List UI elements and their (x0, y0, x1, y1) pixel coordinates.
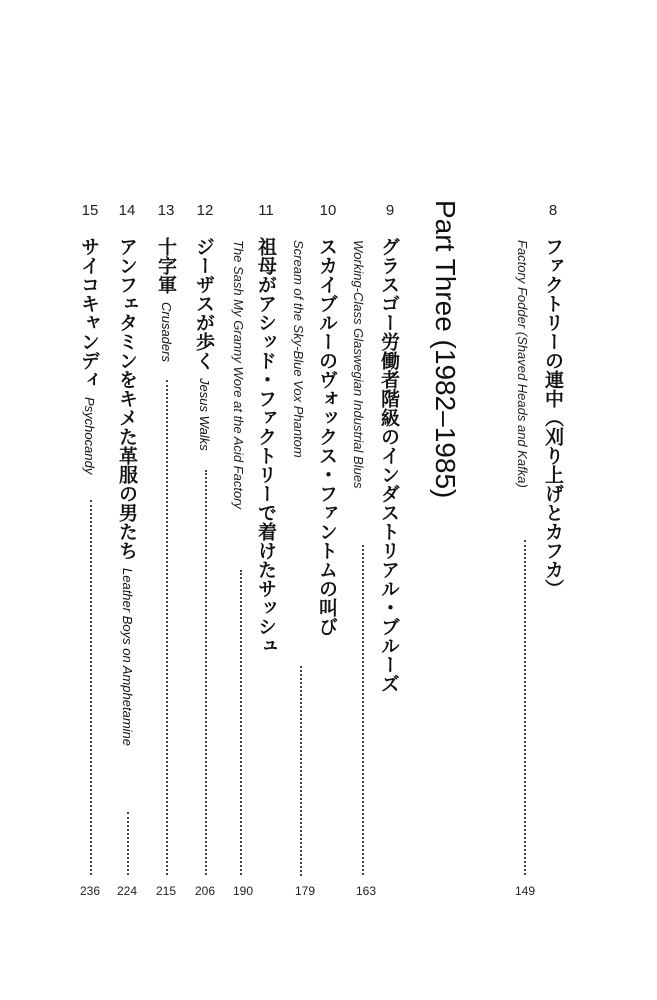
chapter-title: ファクトリーの連中（刈り上げとカフカ） (542, 237, 564, 598)
chapter-number: 8 (548, 202, 558, 219)
chapter-subtitle: Factory Fodder (Shaved Heads and Kafka) (515, 240, 530, 488)
chapter-subtitle: Crusaders (159, 302, 174, 362)
chapter-title-ja: サイコキャンディ (78, 237, 100, 389)
chapter-title: スカイブルーのヴォックス・ファントムの叫び (316, 237, 338, 636)
leader-dots (362, 545, 364, 875)
chapter-title (155, 237, 177, 362)
chapter-title: 祖母がアシッド・ファクトリーで着けたサッシュ (255, 237, 277, 655)
chapter-title-ja: 十字軍 (155, 237, 177, 294)
chapter-subtitle: Jesus Walks (197, 378, 212, 451)
page-number: 215 (155, 884, 177, 898)
chapter-subtitle: The Sash My Granny Wore at the Acid Factory (231, 240, 246, 510)
chapter-subtitle: Psychocandy (82, 397, 97, 475)
chapter-subtitle: Working-Class Glaswegian Industrial Blues (351, 240, 366, 489)
leader-dots (90, 500, 92, 875)
chapter-number: 13 (157, 202, 175, 219)
leader-dots (127, 812, 129, 875)
page-number: 206 (194, 884, 216, 898)
leader-dots (240, 570, 242, 875)
page-number: 179 (294, 884, 316, 898)
chapter-title (78, 237, 100, 474)
page-number: 163 (355, 884, 377, 898)
leader-dots (524, 540, 526, 875)
chapter-title (193, 237, 215, 451)
chapter-subtitle: Leather Boys on Amphetamine (120, 568, 135, 747)
page-number: 149 (514, 884, 536, 898)
chapter-number: 10 (319, 202, 337, 219)
part-title: Part Three (1982–1985) (430, 200, 461, 499)
leader-dots (166, 380, 168, 875)
chapter-title: グラスゴー労働者階級のインダストリアル・ブルーズ (378, 237, 400, 693)
page-number: 224 (116, 884, 138, 898)
chapter-title-ja: アンフェタミンをキメた革服の男たち (116, 237, 138, 560)
chapter-number: 12 (196, 202, 214, 219)
page-number: 190 (232, 884, 254, 898)
leader-dots (300, 666, 302, 876)
page-number: 236 (79, 884, 101, 898)
chapter-number: 14 (118, 202, 136, 219)
chapter-title-ja: ジーザスが歩く (193, 237, 215, 370)
chapter-title (116, 237, 138, 746)
chapter-number: 9 (385, 202, 395, 219)
chapter-subtitle: Scream of the Sky-Blue Vox Phantom (291, 240, 306, 458)
leader-dots (205, 470, 207, 875)
chapter-number: 15 (81, 202, 99, 219)
chapter-number: 11 (258, 202, 274, 219)
